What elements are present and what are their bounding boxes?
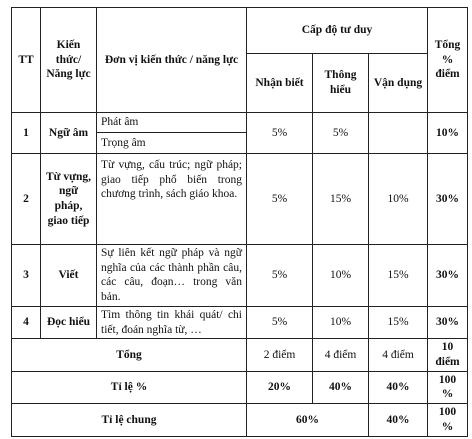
table-row [12,306,468,338]
row-apply: 15% [369,245,428,307]
table-row [12,113,468,133]
header-level: Cấp độ tư duy [247,8,428,54]
header-total-percent: Tổng % điểm [428,8,468,113]
sum-label: Tổng [12,339,247,371]
row-understand: 15% [313,154,369,245]
row-knowledge: Ngữ âm [41,113,97,154]
sum-total: 10 điểm [428,339,468,371]
header-apply: Vận dụng [369,54,428,113]
ratio-row [12,371,468,403]
row-recognize: 5% [247,154,313,245]
row-total: 30% [428,245,468,307]
sum-row [12,339,468,371]
header-knowledge: Kiến thức/ Năng lực [41,8,97,113]
row-knowledge: Từ vựng, ngữ pháp, giao tiếp [41,154,97,245]
row-understand: 5% [313,113,369,154]
general-ratio-row [12,404,468,436]
row-understand: 10% [313,306,369,338]
ratio-label: Tỉ lệ % [12,371,247,403]
row-unit: Trọng âm [97,133,247,154]
row-apply [369,113,428,154]
row-unit: Từ vựng, cấu trúc; ngữ pháp; giao tiếp phổ biến trong chương trình, sách giáo khoa. [97,154,247,245]
row-total: 10% [428,113,468,154]
row-tt: 1 [12,113,41,154]
sum-apply: 4 điểm [369,339,428,371]
row-unit: Phát âm [97,113,247,133]
table-row [12,154,468,245]
header-recognize: Nhận biết [247,54,313,113]
row-total: 30% [428,306,468,338]
general-label: Tỉ lệ chung [12,404,247,436]
row-recognize: 5% [247,245,313,307]
ratio-recognize: 20% [247,371,313,403]
row-recognize: 5% [247,113,313,154]
table-row [12,245,468,307]
ratio-understand: 40% [313,371,369,403]
ratio-total: 100 % [428,371,468,403]
row-knowledge: Đọc hiểu [41,306,97,338]
row-apply: 15% [369,306,428,338]
row-tt: 2 [12,154,41,245]
row-apply: 10% [369,154,428,245]
sum-recognize: 2 điểm [247,339,313,371]
sum-understand: 4 điểm [313,339,369,371]
row-unit: Sự liên kết ngữ pháp và ngữ nghĩa của các thành phần câu, các câu, đoạn… trong văn bản. [97,245,247,307]
ratio-apply: 40% [369,371,428,403]
general-total: 100 % [428,404,468,436]
row-recognize: 5% [247,306,313,338]
row-understand: 10% [313,245,369,307]
row-tt: 3 [12,245,41,307]
header-unit: Đơn vị kiến thức / năng lực [97,8,247,113]
knowledge-matrix-table [11,7,468,437]
row-unit: Tìm thông tin khái quát/ chi tiết, đoán nghĩa từ, … [97,306,247,338]
header-tt: TT [12,8,41,113]
row-knowledge: Viết [41,245,97,307]
row-tt: 4 [12,306,41,338]
general-apply: 40% [369,404,428,436]
header-understand: Thông hiểu [313,54,369,113]
general-rec-und: 60% [247,404,369,436]
row-total: 30% [428,154,468,245]
